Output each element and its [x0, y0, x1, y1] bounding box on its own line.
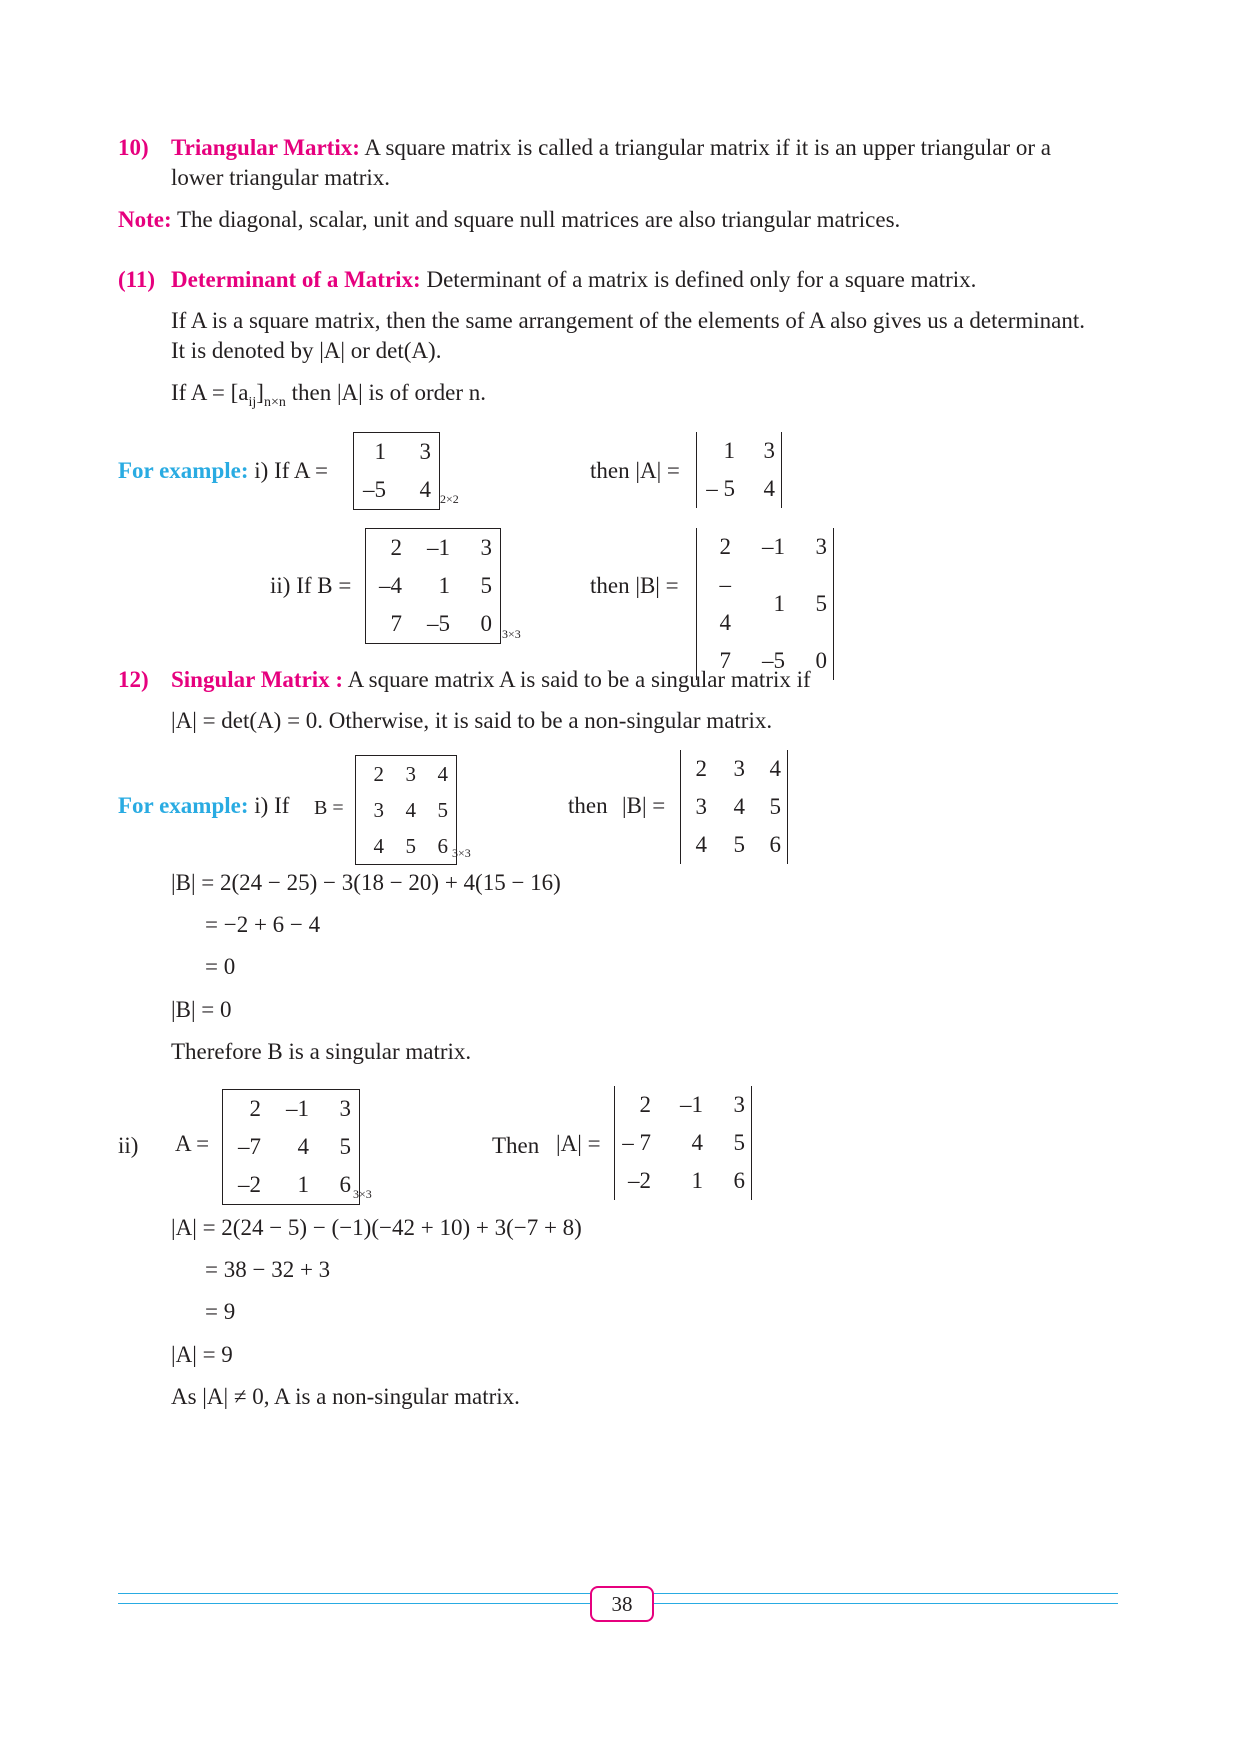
section-10-text: A square matrix is called a triangular matrix if it is an upper triangular or a: [364, 135, 1051, 160]
matrix-cell: –1: [680, 1092, 703, 1117]
then-det-B: then |B| =: [590, 573, 679, 598]
det-bar-right: [781, 750, 788, 788]
matrix-cell: 1: [438, 573, 450, 598]
matrix-cell: –7: [238, 1134, 261, 1159]
section-12-text: A square matrix A is said to be a singular matrix if: [347, 667, 811, 692]
matrix-cell: 3: [763, 438, 775, 463]
bracket-left: [356, 792, 365, 828]
matrix-order-label: 2×2: [440, 492, 459, 506]
matrix-cell: 3: [373, 798, 384, 822]
matrix-cell: –2: [238, 1172, 261, 1197]
matrix-row: [681, 788, 788, 826]
matrix-row: [354, 471, 440, 510]
matrix-cell: 4: [691, 1130, 703, 1155]
example-lead: i) If A =: [254, 458, 328, 483]
matrix-cell: 5: [437, 798, 448, 822]
matrix-row: [354, 433, 440, 472]
matrix-row: [223, 1090, 360, 1129]
then-label: then: [568, 793, 608, 818]
section-12-example-i: [118, 791, 289, 821]
matrix-cell: 4: [763, 476, 775, 501]
section-11-text: Determinant of a matrix is defined only for a square matrix.: [426, 267, 977, 292]
matrix-cell: 1: [773, 591, 785, 616]
matrix-cell: 4: [419, 477, 431, 502]
calc-2-line-4: |A| = 9: [171, 1342, 233, 1367]
matrix-cell: – 4: [719, 572, 731, 635]
bracket-left: [223, 1166, 232, 1205]
matrix-row: [356, 828, 457, 865]
matrix-cell: 4: [769, 756, 781, 781]
section-10-number: 10): [118, 135, 149, 160]
bracket-left: [366, 529, 375, 568]
matrix-cell: 1: [374, 439, 386, 464]
matrix-row: [697, 528, 834, 566]
matrix-cell: 3: [480, 535, 492, 560]
det-bar-right: [745, 1162, 752, 1200]
matrix-cell: 0: [480, 611, 492, 636]
matrix-row: [697, 470, 782, 508]
matrix-cell: 5: [733, 1130, 745, 1155]
matrix-cell: 5: [733, 832, 745, 857]
then-label: Then: [492, 1133, 540, 1158]
calc-2-line-1: |A| = 2(24 − 5) − (−1)(−42 + 10) + 3(−7 + 8): [171, 1215, 582, 1240]
section-11-order-statement: If $A = [a_{ij}]_{n\times n}$ then |A| is of order n.: [171, 380, 487, 410]
matrix-row: [615, 1086, 752, 1124]
matrix-cell: 6: [339, 1172, 351, 1197]
calc-1-line-4: |B| = 0: [171, 997, 232, 1022]
page-number: 38: [590, 1586, 654, 1622]
example-lead: i) If: [254, 793, 290, 818]
matrix-cell: 4: [373, 834, 384, 858]
matrix-cell: 1: [691, 1168, 703, 1193]
matrix-cell: 3: [339, 1096, 351, 1121]
matrix-cell: 1: [723, 438, 735, 463]
matrix-cell: 6: [733, 1168, 745, 1193]
matrix-cell: –1: [286, 1096, 309, 1121]
section-12-number: 12): [118, 667, 149, 692]
det-bar-right: [775, 470, 782, 508]
bracket-right: [431, 471, 440, 510]
note-label: Note:: [118, 207, 172, 232]
matrix-row: [223, 1166, 360, 1205]
matrix-cell: 2: [719, 534, 731, 559]
matrix-cell: 5: [480, 573, 492, 598]
matrix-cell: 7: [390, 611, 402, 636]
matrix-cell: –5: [427, 611, 450, 636]
calc-2-line-3: = 9: [205, 1299, 236, 1324]
matrix-cell: 2: [390, 535, 402, 560]
matrix-B-3x3: [365, 528, 501, 644]
calc-1-line-2: = −2 + 6 − 4: [205, 912, 321, 937]
determinant-B-3x3-singular: [680, 750, 788, 864]
matrix-cell: –1: [762, 534, 785, 559]
matrix-cell: 4: [437, 762, 448, 786]
matrix-cell: –4: [379, 573, 402, 598]
section-11-para-2: It is denoted by |A| or det(A).: [171, 338, 442, 363]
determinant-A-2x2: [696, 432, 782, 508]
matrix-row: [615, 1162, 752, 1200]
matrix-A-2x2: [353, 432, 440, 510]
bracket-right: [448, 756, 457, 793]
calc-2-line-2: = 38 − 32 + 3: [205, 1257, 331, 1282]
matrix-cell: 5: [339, 1134, 351, 1159]
matrix-row: [615, 1124, 752, 1162]
bracket-left: [366, 605, 375, 644]
matrix-row: [681, 826, 788, 864]
matrix-B-label: B =: [314, 797, 344, 819]
matrix-row: [366, 529, 501, 568]
matrix-order-label: 3×3: [353, 1187, 372, 1201]
matrix-cell: – 7: [622, 1130, 651, 1155]
bracket-right: [492, 605, 501, 644]
matrix-order-label: 3×3: [452, 846, 471, 860]
bracket-right: [431, 433, 440, 472]
matrix-row: [681, 750, 788, 788]
bracket-left: [356, 756, 365, 793]
matrix-cell: 4: [297, 1134, 309, 1159]
matrix-row: [697, 566, 834, 642]
matrix-cell: 2: [249, 1096, 261, 1121]
matrix-cell: – 5: [706, 476, 735, 501]
calc-2-conclusion: As |A| ≠ 0, A is a non-singular matrix.: [171, 1384, 520, 1409]
note: [118, 205, 900, 235]
matrix-cell: 2: [639, 1092, 651, 1117]
example-label: For example:: [118, 458, 249, 483]
matrix-cell: 7: [719, 648, 731, 673]
section-11-number: (11): [118, 267, 156, 292]
bracket-left: [223, 1128, 232, 1166]
note-text: The diagonal, scalar, unit and square null matrices are also triangular matrices.: [176, 207, 901, 232]
matrix-cell: 6: [437, 834, 448, 858]
matrix-cell: –5: [762, 648, 785, 673]
determinant-B-3x3: [696, 528, 834, 680]
matrix-cell: 3: [419, 439, 431, 464]
matrix-cell: 5: [815, 591, 827, 616]
matrix-cell: 5: [405, 834, 416, 858]
matrix-cell: 3: [815, 534, 827, 559]
bracket-left: [223, 1090, 232, 1129]
matrix-cell: 6: [769, 832, 781, 857]
matrix-cell: 1: [297, 1172, 309, 1197]
bracket-left: [356, 828, 365, 865]
then-det-A: then |A| =: [590, 458, 680, 483]
matrix-row: [356, 792, 457, 828]
det-bar-right: [827, 642, 834, 680]
matrix-cell: 4: [405, 798, 416, 822]
matrix-row: [366, 567, 501, 605]
det-bar-right: [827, 566, 834, 642]
section-10-text-cont: lower triangular matrix.: [171, 165, 391, 190]
bracket-left: [366, 567, 375, 605]
matrix-A-3x3: [222, 1089, 360, 1205]
bracket-left: [354, 471, 363, 510]
matrix-cell: 3: [405, 762, 416, 786]
det-A-label: |A| =: [556, 1131, 601, 1156]
matrix-cell: 4: [695, 832, 707, 857]
section-12-term: Singular Matrix :: [171, 667, 344, 692]
matrix-cell: 4: [733, 794, 745, 819]
section-10-term: Triangular Martix:: [171, 135, 360, 160]
det-bar-right: [827, 528, 834, 566]
matrix-cell: 3: [733, 756, 745, 781]
bracket-right: [448, 792, 457, 828]
matrix-row: [356, 756, 457, 793]
matrix-B-3x3-singular: [355, 755, 457, 865]
determinant-A-3x3: [614, 1086, 752, 1200]
matrix-cell: –5: [363, 477, 386, 502]
calc-1-line-1: |B| = 2(24 − 25) − 3(18 − 20) + 4(15 − 16): [171, 870, 561, 895]
det-B-label: |B| =: [622, 793, 666, 818]
section-11-heading: [171, 265, 976, 295]
matrix-cell: –1: [427, 535, 450, 560]
section-10-heading: [171, 133, 1051, 163]
example-ii-number: ii): [118, 1133, 139, 1158]
bracket-right: [492, 567, 501, 605]
matrix-cell: 5: [769, 794, 781, 819]
matrix-row: [366, 605, 501, 644]
det-bar-right: [745, 1086, 752, 1124]
calc-1-line-3: = 0: [205, 954, 236, 979]
bracket-right: [351, 1128, 360, 1166]
matrix-cell: 2: [373, 762, 384, 786]
section-12-para-1: |A| = det(A) = 0. Otherwise, it is said to be a non-singular matrix.: [171, 708, 773, 733]
section-11-term: Determinant of a Matrix:: [171, 267, 421, 292]
det-bar-right: [775, 432, 782, 470]
example-label: For example:: [118, 793, 249, 818]
matrix-cell: 0: [815, 648, 827, 673]
matrix-cell: 2: [695, 756, 707, 781]
matrix-row: [697, 432, 782, 470]
det-bar-right: [781, 788, 788, 826]
bracket-right: [351, 1090, 360, 1129]
matrix-cell: –2: [628, 1168, 651, 1193]
det-bar-right: [745, 1124, 752, 1162]
example-ii-lead: ii) If B =: [270, 573, 352, 598]
bracket-left: [354, 433, 363, 472]
matrix-order-label: 3×3: [502, 627, 521, 641]
matrix-row: [223, 1128, 360, 1166]
matrix-A-label: A =: [175, 1131, 210, 1156]
section-11-para-1: If A is a square matrix, then the same arrangement of the elements of A also gives us a determinant.: [171, 308, 1085, 333]
calc-1-conclusion: Therefore B is a singular matrix.: [171, 1039, 472, 1064]
matrix-cell: 3: [695, 794, 707, 819]
bracket-right: [492, 529, 501, 568]
det-bar-right: [781, 826, 788, 864]
section-11-example-i: [118, 456, 328, 486]
section-12-heading: [171, 665, 811, 695]
matrix-cell: 3: [733, 1092, 745, 1117]
